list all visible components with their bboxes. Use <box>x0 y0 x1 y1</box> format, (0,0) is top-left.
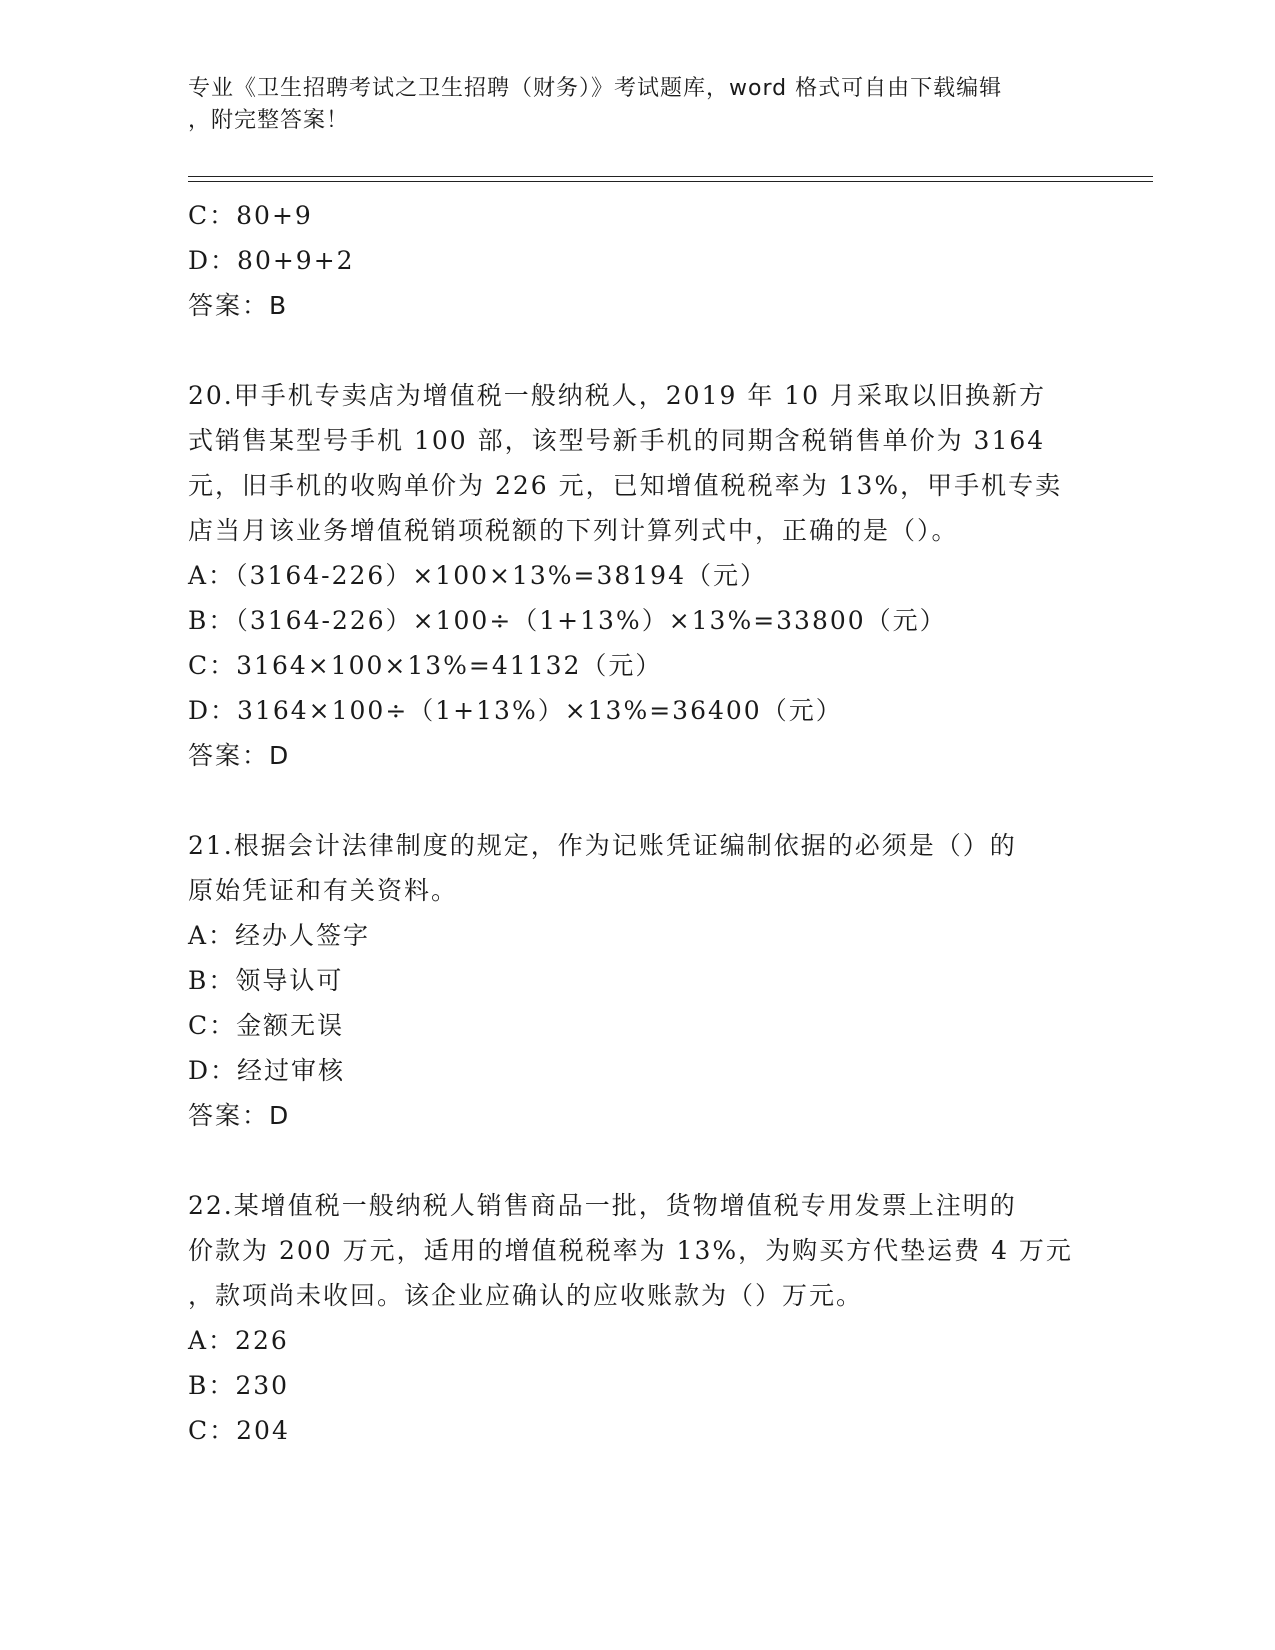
q21-stem-line-1: 21.根据会计法律制度的规定，作为记账凭证编制依据的必须是（）的 <box>188 831 1017 860</box>
q19-answer: 答案：B <box>188 291 289 320</box>
q20-stem-line-4: 店当月该业务增值税销项税额的下列计算列式中，正确的是（）。 <box>188 516 959 545</box>
q21-option-b: B：领导认可 <box>188 966 344 995</box>
q20-stem-line-1: 20.甲手机专卖店为增值税一般纳税人，2019 年 10 月采取以旧换新方 <box>188 381 1047 410</box>
q22-option-a: A：226 <box>188 1326 289 1355</box>
header-rule-top <box>188 176 1153 177</box>
q22-option-c: C：204 <box>188 1416 290 1445</box>
q20-answer: 答案：D <box>188 741 291 770</box>
q21-answer: 答案：D <box>188 1101 291 1130</box>
q20-option-c: C：3164×100×13%=41132（元） <box>188 651 663 680</box>
header-line-1: 专业《卫生招聘考试之卫生招聘（财务）》考试题库，word 格式可自由下载编辑 <box>188 76 1003 101</box>
q19-option-c: C：80+9 <box>188 201 313 230</box>
q21-option-d: D：经过审核 <box>188 1056 346 1085</box>
spacer <box>188 778 1088 823</box>
q19-option-d: D：80+9+2 <box>188 246 355 275</box>
q20-stem-line-3: 元，旧手机的收购单价为 226 元，已知增值税税率为 13%，甲手机专卖 <box>188 471 1063 500</box>
q22-stem-line-3: ，款项尚未收回。该企业应确认的应收账款为（）万元。 <box>188 1281 864 1310</box>
q22-option-b: B：230 <box>188 1371 290 1400</box>
header-rule-bottom <box>188 181 1153 182</box>
spacer <box>188 328 1088 373</box>
q20-stem-line-2: 式销售某型号手机 100 部，该型号新手机的同期含税销售单价为 3164 <box>188 426 1046 455</box>
q20-option-d: D：3164×100÷（1+13%）×13%=36400（元） <box>188 696 843 725</box>
document-header <box>188 73 1088 137</box>
q21-option-c: C：金额无误 <box>188 1011 345 1040</box>
question-list <box>188 193 1088 1453</box>
q21-option-a: A：经办人签字 <box>188 921 371 950</box>
q20-option-a: A：（3164-226）×100×13%=38194（元） <box>188 561 767 590</box>
q22-stem-line-1: 22.某增值税一般纳税人销售商品一批，货物增值税专用发票上注明的 <box>188 1191 1017 1220</box>
spacer <box>188 1138 1088 1183</box>
q20-option-b: B：（3164-226）×100÷（1+13%）×13%=33800（元） <box>188 606 947 635</box>
q22-stem-line-2: 价款为 200 万元，适用的增值税税率为 13%，为购买方代垫运费 4 万元 <box>188 1236 1073 1265</box>
header-line-2: ，附完整答案！ <box>188 108 350 133</box>
q21-stem-line-2: 原始凭证和有关资料。 <box>188 876 459 905</box>
